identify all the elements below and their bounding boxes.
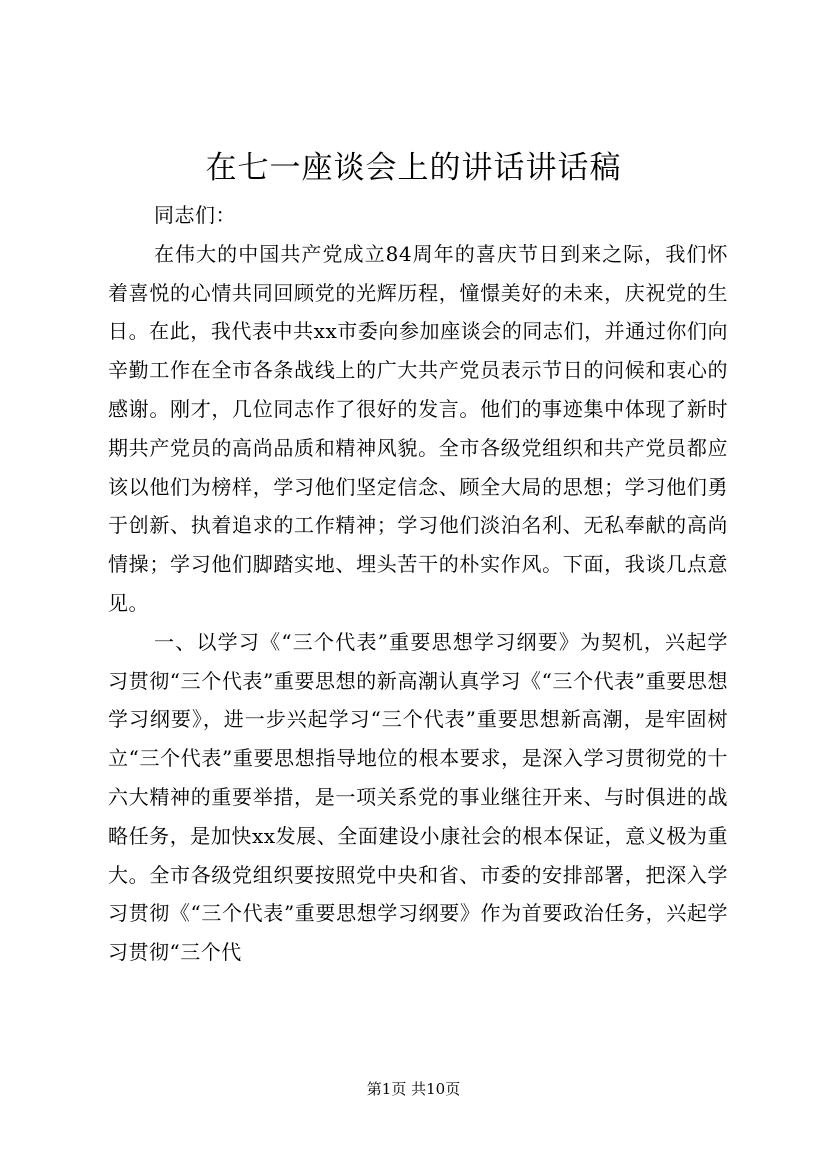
- document-body: [108, 196, 728, 972]
- paragraph-intro: 在伟大的中国共产党成立84周年的喜庆节日到来之际，我们怀着喜悦的心情共同回顾党的光辉历程，憧憬美好的未来，庆祝党的生日。在此，我代表中共xx市委向参加座谈会的同志们，并通过你们向辛勤工作在全市各条战线上的广大共产党员表示节日的问候和衷心的感谢。刚才，几位同志作了很好的发言。他们的事迹集中体现了新时期共产党员的高尚品质和精神风貌。全市各级党组织和共产党员都应该以他们为榜样，学习他们坚定信念、顾全大局的思想；学习他们勇于创新、执着追求的工作精神；学习他们淡泊名利、无私奉献的高尚情操；学习他们脚踏实地、埋头苦干的朴实作风。下面，我谈几点意见。: [108, 241, 728, 615]
- page-number-footer: 第1页 共10页: [366, 1080, 461, 1098]
- salutation: 同志们：: [154, 203, 236, 227]
- paragraph-section-one: 一、以学习《“三个代表”重要思想学习纲要》为契机，兴起学习贯彻“三个代表”重要思想的新高潮认真学习《“三个代表”重要思想学习纲要》，进一步兴起学习“三个代表”重要思想新高潮，是牢固树立“三个代表”重要思想指导地位的根本要求，是深入学习贯彻党的十六大精神的重要举措，是一项关系党的事业继往开来、与时俱进的战略任务，是加快xx发展、全面建设小康社会的根本保证，意义极为重大。全市各级党组织要按照党中央和省、市委的安排部署，把深入学习贯彻《“三个代表”重要思想学习纲要》作为首要政治任务，兴起学习贯彻“三个代: [108, 629, 728, 965]
- document-title: 在七一座谈会上的讲话讲话稿: [205, 150, 622, 186]
